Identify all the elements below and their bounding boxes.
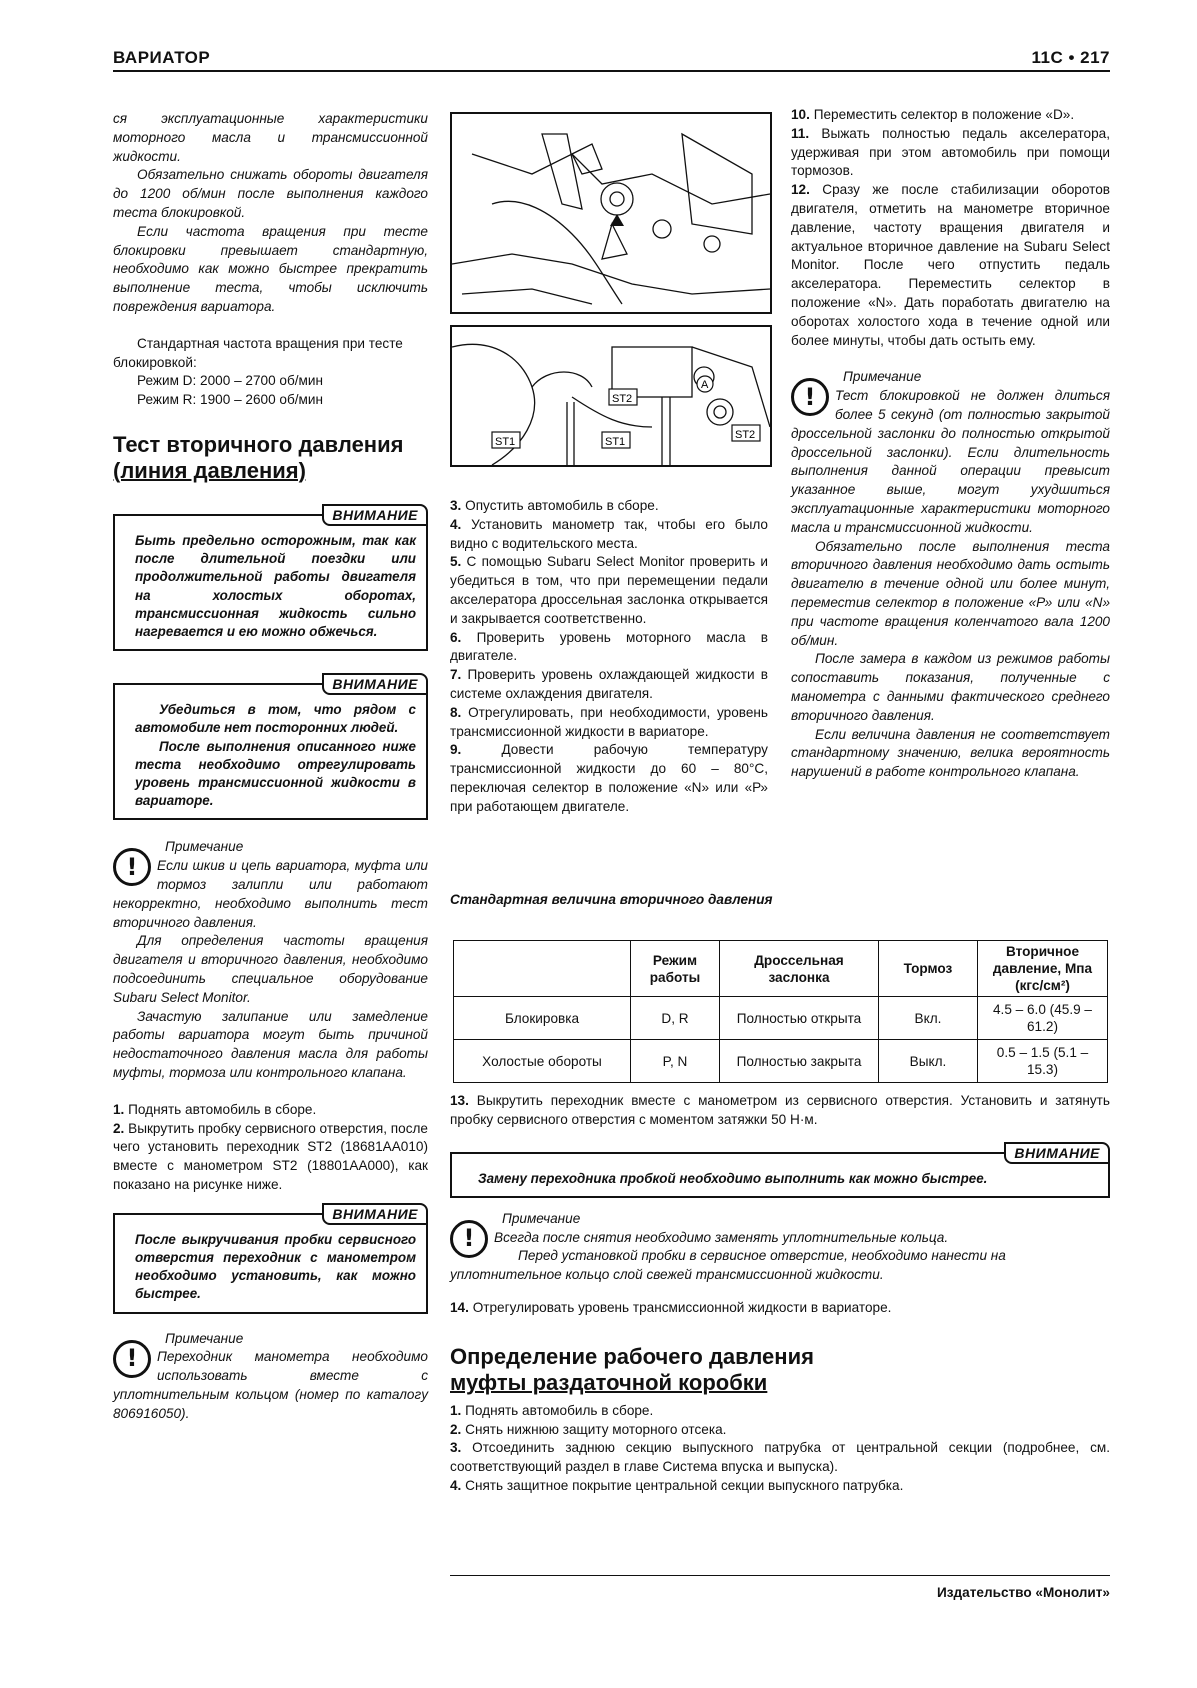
step-item: 6. Проверить уровень моторного масла в двигателе. <box>450 629 768 664</box>
table-header-cell: Режим работы <box>631 941 720 997</box>
note-block <box>113 1330 428 1424</box>
table-cell: Холостые обороты <box>454 1040 631 1083</box>
intro-paragraph: Если частота вращения при тесте блокировки превышает стандартную, необходимо как можно быстрее прекратить выполнение теста, чтобы исключить повреждения вариатора. <box>113 223 428 314</box>
intro-paragraph: Обязательно снижать обороты двигателя до 1200 об/мин после выполнения каждого теста блокировкой. <box>113 167 428 220</box>
step-item: 12. Сразу же после стабилизации оборотов двигателя, отметить на манометре вторичное давление, частоту вращения двигателя и актуальное вторичное давление на Subaru Select Monitor. После чего отпустить педаль акселератора. Переместить селектор в положение «N». Дать поработать двигателю на оборотах холостого хода в течение одной или более минуты, чтобы дать остыть ему. <box>791 182 1110 348</box>
section-title-line: муфты раздаточной коробки <box>450 1369 768 1395</box>
intro-paragraph: ся эксплуатационные характеристики моторного масла и трансмиссионной жидкости. <box>113 111 428 164</box>
step-item: 5. С помощью Subaru Select Monitor проверить и убедиться в том, что при перемещении педали акселератора дроссельная заслонка открывается и закрывается соответственно. <box>450 554 768 626</box>
table-cell: D, R <box>631 997 720 1040</box>
warning-text: После выкручивания пробки сервисного отверстия переходник с манометром необходимо установить, как можно быстрее. <box>135 1231 416 1302</box>
table-header-cell <box>454 941 631 997</box>
label-st2: ST2 <box>735 429 756 441</box>
note-block <box>450 1210 1110 1285</box>
standard-rpm-r: Режим R: 1900 – 2600 об/мин <box>137 392 323 408</box>
gauge-drawing <box>452 327 770 465</box>
table-caption: Стандартная величина вторичного давления <box>450 892 773 907</box>
warning-box <box>113 1205 428 1314</box>
label-st1: ST1 <box>495 436 516 448</box>
table-row <box>454 997 1108 1040</box>
note-text: Перед установкой пробки в сервисное отверстие, необходимо нанести на уплотнительное кольцо слой свежей трансмиссионной жидкости. <box>450 1248 1006 1283</box>
step-item: 11. Выжать полностью педаль акселератора, удерживая при этом автомобиль при помощи тормозов. <box>791 125 1110 179</box>
step-item: 1. Поднять автомобиль в сборе. <box>450 1402 654 1418</box>
chapter-title: ВАРИАТОР <box>113 48 211 67</box>
note-text: Тест блокировкой не должен длиться более 5 секунд (от полностью закрытой дроссельной заслонки до полностью открытой дроссельной заслонки). Если длительность выполнения данной операции превысит указанное выше, могут ухудшиться эксплуатационные характеристики моторного масла и трансмиссионной жидкости. <box>791 388 1110 535</box>
info-bulb-icon: ! <box>113 848 151 886</box>
warning-text: После выполнения описанного ниже теста необходимо отрегулировать уровень трансмиссионной жидкости в вариаторе. <box>135 738 416 809</box>
step-item: 1. Поднять автомобиль в сборе. <box>113 1101 317 1117</box>
lower-section <box>450 1092 1110 1496</box>
info-bulb-icon: ! <box>791 378 829 416</box>
footer-divider <box>450 1575 1110 1576</box>
warning-tag: ВНИМАНИЕ <box>322 673 428 695</box>
note-block <box>791 368 1110 782</box>
step-item: 4. Установить манометр так, чтобы его было видно с водительского места. <box>450 516 768 551</box>
section-title <box>113 432 428 484</box>
figure-gauge-install <box>450 325 772 467</box>
column-left <box>113 110 428 1424</box>
note-title: Примечание <box>165 839 244 855</box>
warning-text: Замену переходника пробкой необходимо выполнить как можно быстрее. <box>478 1170 988 1186</box>
table-cell: Полностью закрыта <box>720 1040 879 1083</box>
step-item: 14. Отрегулировать уровень трансмиссионной жидкости в вариаторе. <box>450 1299 892 1315</box>
table-row <box>454 1040 1108 1083</box>
pressure-table <box>453 940 1108 1083</box>
figure-transmission-top <box>450 112 772 314</box>
table-cell: 4.5 – 6.0 (45.9 – 61.2) <box>978 997 1108 1040</box>
table-header-cell: Дроссельная заслонка <box>720 941 879 997</box>
note-text: Переходник манометра необходимо использовать вместе с уплотнительным кольцом (номер по каталогу 806916050). <box>113 1349 428 1421</box>
table-cell: P, N <box>631 1040 720 1083</box>
standard-rpm-text: Стандартная частота вращения при тесте блокировкой: <box>113 335 403 370</box>
column-right <box>791 106 1110 782</box>
step-item: 10. Переместить селектор в положение «D». <box>791 107 1075 122</box>
table-cell: Блокировка <box>454 997 631 1040</box>
step-item: 3. Отсоединить заднюю секцию выпускного патрубка от центральной секции (подробнее, см. соответствующий раздел в главе Система впуска и выпуска). <box>450 1440 1110 1475</box>
warning-tag: ВНИМАНИЕ <box>322 504 428 526</box>
table-cell: Выкл. <box>879 1040 978 1083</box>
note-text: Для определения частоты вращения двигателя и вторичного давления, необходимо подсоединить специальное оборудование Subaru Select Monitor. <box>113 933 428 1005</box>
note-text: Если шкив и цепь вариатора, муфта или тормоз залипли или работают некорректно, необходимо выполнить тест вторичного давления. <box>113 858 428 930</box>
table-header-row <box>454 941 1108 997</box>
publisher-footer: Издательство «Монолит» <box>937 1585 1110 1600</box>
warning-box <box>113 676 428 820</box>
step-item: 2. Снять нижнюю защиту моторного отсека. <box>450 1421 727 1437</box>
warning-box <box>450 1144 1110 1198</box>
column-middle <box>450 497 768 817</box>
standard-rpm-d: Режим D: 2000 – 2700 об/мин <box>137 373 323 389</box>
table-header-cell: Тормоз <box>879 941 978 997</box>
section-title-line: Определение рабочего давления <box>450 1343 814 1369</box>
note-text: Зачастую залипание или замедление работы вариатора могут быть причиной недостаточного давления масла для работы муфты, тормоза или контрольного клапана. <box>113 1008 428 1080</box>
page-header <box>113 48 1110 72</box>
section-title-line: (линия давления) <box>113 457 306 483</box>
note-text: Обязательно после выполнения теста вторичного давления необходимо дать остыть двигателю в течение одной или более минут, переместив селектор в положение «Р» или «N» при частоте вращения коленчатого вала 1200 об/мин. <box>791 538 1110 648</box>
transmission-drawing <box>452 114 770 312</box>
note-text: Всегда после снятия необходимо заменять уплотнительные кольца. <box>494 1229 949 1245</box>
step-item: 7. Проверить уровень охлаждающей жидкости в системе охлаждения двигателя. <box>450 667 768 701</box>
step-item: 2. Выкрутить пробку сервисного отверстия, после чего установить переходник ST2 (18681AA010) вместе с манометром ST2 (18801AA000), как показано на рисунке ниже. <box>113 1120 428 1192</box>
info-bulb-icon: ! <box>113 1340 151 1378</box>
info-bulb-icon: ! <box>450 1220 488 1258</box>
note-text: Если величина давления не соответствует стандартному значению, велика вероятность нарушений в работе контрольного клапана. <box>791 726 1110 780</box>
page-number: 11С • 217 <box>1031 48 1110 67</box>
note-title: Примечание <box>502 1210 581 1226</box>
table-cell: Вкл. <box>879 997 978 1040</box>
step-item: 3. Опустить автомобиль в сборе. <box>450 498 659 513</box>
note-text: После замера в каждом из режимов работы сопоставить показания, полученные с манометра с данными фактического среднего вторичного давления. <box>791 651 1110 723</box>
step-item: 9. Довести рабочую температуру трансмиссионной жидкости до 60 – 80°С, переключая селектор в положение «N» или «Р» при работающем двигателе. <box>450 742 768 814</box>
note-title: Примечание <box>165 1330 244 1346</box>
step-item: 4. Снять защитное покрытие центральной секции выпускного патрубка. <box>450 1477 904 1493</box>
step-item: 13. Выкрутить переходник вместе с манометром из сервисного отверстия. Установить и затянуть пробку сервисного отверстия с моментом затяжки 50 Н·м. <box>450 1093 1110 1127</box>
table-header-cell: Вторичное давление, Мпа (кгс/см²) <box>978 941 1108 997</box>
warning-tag: ВНИМАНИЕ <box>1004 1142 1110 1164</box>
label-st1: ST1 <box>605 436 626 448</box>
warning-box <box>113 506 428 651</box>
step-item: 8. Отрегулировать, при необходимости, уровень трансмиссионной жидкости в вариаторе. <box>450 704 768 739</box>
note-title: Примечание <box>843 369 922 385</box>
table-cell: 0.5 – 1.5 (5.1 – 15.3) <box>978 1040 1108 1083</box>
warning-text: Убедиться в том, что рядом с автомобиле нет посторонних людей. <box>135 702 416 736</box>
note-block <box>113 838 428 1082</box>
warning-text: Быть предельно осторожным, так как после длительной поездки или продолжительной работы двигателя на холостых оборотах, трансмиссионная жидкость сильно нагревается и ею можно обжечься. <box>135 532 416 639</box>
warning-tag: ВНИМАНИЕ <box>322 1203 428 1225</box>
label-a: A <box>701 379 709 391</box>
section-title <box>450 1344 1110 1396</box>
label-st2: ST2 <box>612 393 633 405</box>
section-title-line: Тест вторичного давления <box>113 431 404 457</box>
table-cell: Полностью открыта <box>720 997 879 1040</box>
